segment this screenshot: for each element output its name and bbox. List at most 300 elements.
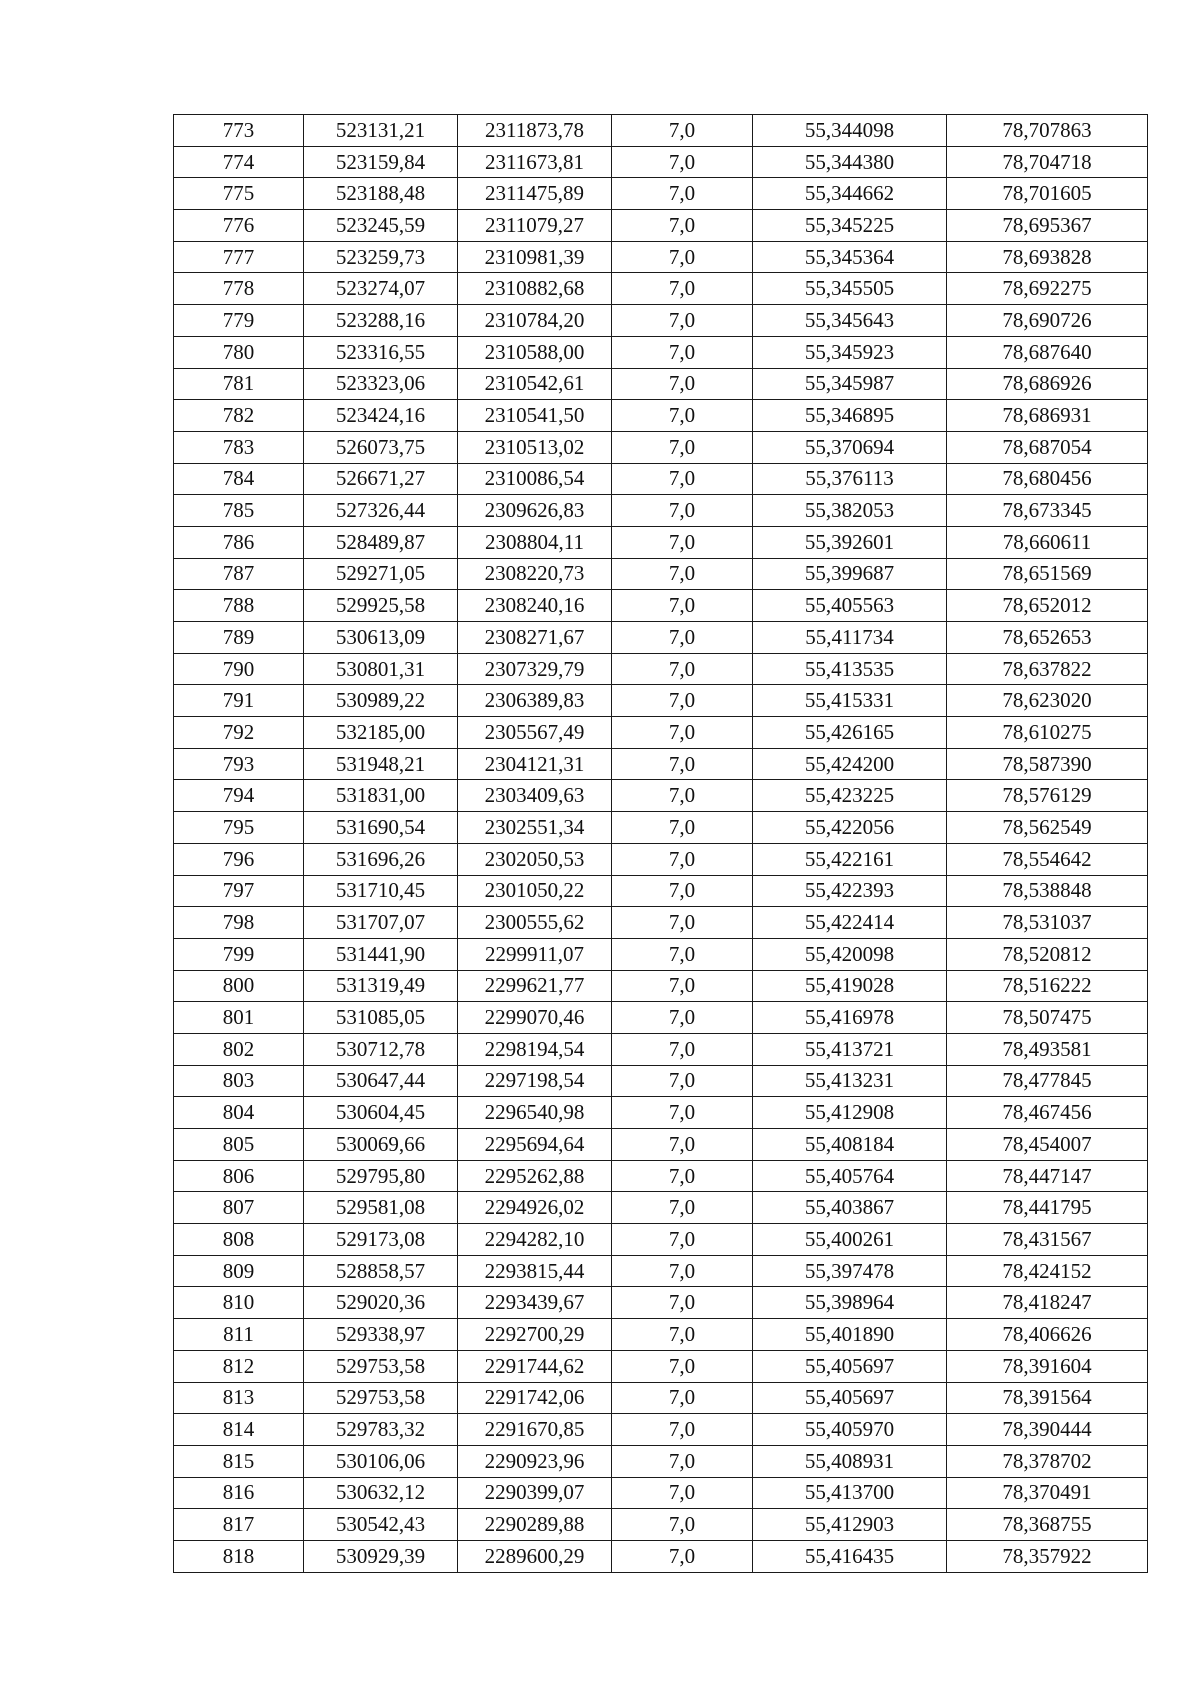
cell-y-coordinate: 2297198,54 [458, 1065, 612, 1097]
table-row [174, 1192, 1148, 1224]
cell-latitude: 55,345225 [753, 210, 947, 242]
cell-point-number: 805 [174, 1129, 304, 1161]
table-row [174, 590, 1148, 622]
cell-value: 7,0 [612, 812, 753, 844]
cell-y-coordinate: 2295262,88 [458, 1160, 612, 1192]
cell-longitude: 78,390444 [947, 1414, 1148, 1446]
cell-x-coordinate: 528489,87 [304, 526, 458, 558]
cell-point-number: 807 [174, 1192, 304, 1224]
cell-latitude: 55,426165 [753, 717, 947, 749]
cell-latitude: 55,405697 [753, 1382, 947, 1414]
cell-y-coordinate: 2291670,85 [458, 1414, 612, 1446]
cell-latitude: 55,344662 [753, 178, 947, 210]
cell-latitude: 55,405764 [753, 1160, 947, 1192]
cell-latitude: 55,345643 [753, 305, 947, 337]
table-row [174, 241, 1148, 273]
cell-x-coordinate: 523188,48 [304, 178, 458, 210]
cell-x-coordinate: 530989,22 [304, 685, 458, 717]
cell-point-number: 784 [174, 463, 304, 495]
cell-value: 7,0 [612, 241, 753, 273]
cell-point-number: 799 [174, 938, 304, 970]
cell-x-coordinate: 529020,36 [304, 1287, 458, 1319]
cell-x-coordinate: 523316,55 [304, 336, 458, 368]
cell-y-coordinate: 2299621,77 [458, 970, 612, 1002]
table-row [174, 843, 1148, 875]
table-row [174, 115, 1148, 147]
cell-longitude: 78,692275 [947, 273, 1148, 305]
cell-x-coordinate: 529795,80 [304, 1160, 458, 1192]
cell-x-coordinate: 523159,84 [304, 146, 458, 178]
cell-latitude: 55,345505 [753, 273, 947, 305]
cell-value: 7,0 [612, 431, 753, 463]
cell-x-coordinate: 530069,66 [304, 1129, 458, 1161]
cell-y-coordinate: 2299070,46 [458, 1002, 612, 1034]
cell-y-coordinate: 2303409,63 [458, 780, 612, 812]
cell-y-coordinate: 2301050,22 [458, 875, 612, 907]
cell-x-coordinate: 529753,58 [304, 1350, 458, 1382]
cell-y-coordinate: 2295694,64 [458, 1129, 612, 1161]
cell-point-number: 788 [174, 590, 304, 622]
cell-longitude: 78,431567 [947, 1224, 1148, 1256]
table-row [174, 907, 1148, 939]
cell-value: 7,0 [612, 273, 753, 305]
cell-x-coordinate: 523131,21 [304, 115, 458, 147]
cell-point-number: 803 [174, 1065, 304, 1097]
cell-point-number: 792 [174, 717, 304, 749]
cell-y-coordinate: 2310981,39 [458, 241, 612, 273]
table-row [174, 1097, 1148, 1129]
cell-longitude: 78,652012 [947, 590, 1148, 622]
cell-x-coordinate: 530929,39 [304, 1540, 458, 1572]
cell-y-coordinate: 2302551,34 [458, 812, 612, 844]
cell-latitude: 55,422393 [753, 875, 947, 907]
cell-value: 7,0 [612, 748, 753, 780]
cell-x-coordinate: 523323,06 [304, 368, 458, 400]
cell-latitude: 55,401890 [753, 1319, 947, 1351]
cell-value: 7,0 [612, 938, 753, 970]
cell-latitude: 55,346895 [753, 400, 947, 432]
cell-latitude: 55,411734 [753, 622, 947, 654]
cell-longitude: 78,693828 [947, 241, 1148, 273]
cell-x-coordinate: 531710,45 [304, 875, 458, 907]
cell-point-number: 813 [174, 1382, 304, 1414]
cell-value: 7,0 [612, 1160, 753, 1192]
cell-x-coordinate: 530712,78 [304, 1033, 458, 1065]
cell-latitude: 55,397478 [753, 1255, 947, 1287]
cell-point-number: 818 [174, 1540, 304, 1572]
cell-y-coordinate: 2311475,89 [458, 178, 612, 210]
cell-x-coordinate: 531696,26 [304, 843, 458, 875]
cell-x-coordinate: 527326,44 [304, 495, 458, 527]
table-row [174, 812, 1148, 844]
cell-point-number: 791 [174, 685, 304, 717]
cell-longitude: 78,701605 [947, 178, 1148, 210]
cell-latitude: 55,413721 [753, 1033, 947, 1065]
cell-x-coordinate: 529173,08 [304, 1224, 458, 1256]
cell-point-number: 776 [174, 210, 304, 242]
cell-x-coordinate: 523245,59 [304, 210, 458, 242]
cell-value: 7,0 [612, 178, 753, 210]
cell-x-coordinate: 528858,57 [304, 1255, 458, 1287]
cell-y-coordinate: 2311079,27 [458, 210, 612, 242]
cell-y-coordinate: 2311873,78 [458, 115, 612, 147]
cell-value: 7,0 [612, 305, 753, 337]
cell-x-coordinate: 532185,00 [304, 717, 458, 749]
cell-point-number: 806 [174, 1160, 304, 1192]
cell-longitude: 78,686931 [947, 400, 1148, 432]
table-row [174, 495, 1148, 527]
cell-latitude: 55,405563 [753, 590, 947, 622]
cell-y-coordinate: 2308271,67 [458, 622, 612, 654]
cell-latitude: 55,419028 [753, 970, 947, 1002]
cell-longitude: 78,623020 [947, 685, 1148, 717]
cell-x-coordinate: 526073,75 [304, 431, 458, 463]
cell-value: 7,0 [612, 336, 753, 368]
cell-value: 7,0 [612, 1540, 753, 1572]
cell-point-number: 817 [174, 1509, 304, 1541]
cell-longitude: 78,704718 [947, 146, 1148, 178]
cell-x-coordinate: 523288,16 [304, 305, 458, 337]
cell-point-number: 798 [174, 907, 304, 939]
cell-value: 7,0 [612, 1192, 753, 1224]
cell-longitude: 78,562549 [947, 812, 1148, 844]
cell-value: 7,0 [612, 907, 753, 939]
table-row [174, 1033, 1148, 1065]
cell-point-number: 786 [174, 526, 304, 558]
cell-point-number: 796 [174, 843, 304, 875]
cell-longitude: 78,695367 [947, 210, 1148, 242]
cell-value: 7,0 [612, 622, 753, 654]
cell-longitude: 78,687054 [947, 431, 1148, 463]
cell-y-coordinate: 2308240,16 [458, 590, 612, 622]
table-row [174, 336, 1148, 368]
cell-y-coordinate: 2308804,11 [458, 526, 612, 558]
cell-latitude: 55,344380 [753, 146, 947, 178]
cell-longitude: 78,357922 [947, 1540, 1148, 1572]
cell-longitude: 78,610275 [947, 717, 1148, 749]
cell-y-coordinate: 2311673,81 [458, 146, 612, 178]
cell-y-coordinate: 2290289,88 [458, 1509, 612, 1541]
cell-latitude: 55,345923 [753, 336, 947, 368]
cell-latitude: 55,405970 [753, 1414, 947, 1446]
cell-latitude: 55,416435 [753, 1540, 947, 1572]
cell-latitude: 55,412903 [753, 1509, 947, 1541]
cell-point-number: 815 [174, 1445, 304, 1477]
cell-y-coordinate: 2310882,68 [458, 273, 612, 305]
cell-point-number: 787 [174, 558, 304, 590]
cell-longitude: 78,368755 [947, 1509, 1148, 1541]
cell-y-coordinate: 2289600,29 [458, 1540, 612, 1572]
cell-value: 7,0 [612, 1129, 753, 1161]
cell-longitude: 78,651569 [947, 558, 1148, 590]
cell-value: 7,0 [612, 1445, 753, 1477]
table-body [174, 115, 1148, 1573]
cell-x-coordinate: 526671,27 [304, 463, 458, 495]
cell-value: 7,0 [612, 1382, 753, 1414]
cell-y-coordinate: 2291742,06 [458, 1382, 612, 1414]
table-row [174, 780, 1148, 812]
cell-y-coordinate: 2294282,10 [458, 1224, 612, 1256]
table-row [174, 1224, 1148, 1256]
table-row [174, 1287, 1148, 1319]
cell-y-coordinate: 2310086,54 [458, 463, 612, 495]
table-row [174, 875, 1148, 907]
cell-x-coordinate: 530106,06 [304, 1445, 458, 1477]
table-row [174, 1002, 1148, 1034]
cell-longitude: 78,454007 [947, 1129, 1148, 1161]
cell-value: 7,0 [612, 1287, 753, 1319]
cell-longitude: 78,690726 [947, 305, 1148, 337]
cell-value: 7,0 [612, 1097, 753, 1129]
cell-longitude: 78,686926 [947, 368, 1148, 400]
cell-longitude: 78,467456 [947, 1097, 1148, 1129]
cell-y-coordinate: 2306389,83 [458, 685, 612, 717]
cell-point-number: 812 [174, 1350, 304, 1382]
cell-longitude: 78,707863 [947, 115, 1148, 147]
cell-value: 7,0 [612, 146, 753, 178]
cell-y-coordinate: 2305567,49 [458, 717, 612, 749]
cell-latitude: 55,399687 [753, 558, 947, 590]
cell-y-coordinate: 2291744,62 [458, 1350, 612, 1382]
cell-point-number: 816 [174, 1477, 304, 1509]
cell-y-coordinate: 2302050,53 [458, 843, 612, 875]
cell-value: 7,0 [612, 843, 753, 875]
table-row [174, 1129, 1148, 1161]
cell-latitude: 55,420098 [753, 938, 947, 970]
cell-value: 7,0 [612, 526, 753, 558]
cell-latitude: 55,400261 [753, 1224, 947, 1256]
cell-longitude: 78,424152 [947, 1255, 1148, 1287]
cell-value: 7,0 [612, 1255, 753, 1287]
cell-x-coordinate: 523259,73 [304, 241, 458, 273]
cell-latitude: 55,392601 [753, 526, 947, 558]
cell-latitude: 55,423225 [753, 780, 947, 812]
cell-longitude: 78,378702 [947, 1445, 1148, 1477]
cell-latitude: 55,416978 [753, 1002, 947, 1034]
cell-value: 7,0 [612, 1065, 753, 1097]
cell-longitude: 78,391564 [947, 1382, 1148, 1414]
table-row [174, 558, 1148, 590]
cell-value: 7,0 [612, 210, 753, 242]
cell-x-coordinate: 531707,07 [304, 907, 458, 939]
cell-y-coordinate: 2310588,00 [458, 336, 612, 368]
cell-latitude: 55,408931 [753, 1445, 947, 1477]
table-row [174, 653, 1148, 685]
cell-point-number: 789 [174, 622, 304, 654]
table-row [174, 400, 1148, 432]
cell-latitude: 55,398964 [753, 1287, 947, 1319]
cell-longitude: 78,680456 [947, 463, 1148, 495]
cell-y-coordinate: 2300555,62 [458, 907, 612, 939]
cell-point-number: 804 [174, 1097, 304, 1129]
cell-y-coordinate: 2294926,02 [458, 1192, 612, 1224]
cell-point-number: 809 [174, 1255, 304, 1287]
cell-latitude: 55,413231 [753, 1065, 947, 1097]
table-row [174, 1065, 1148, 1097]
cell-x-coordinate: 531831,00 [304, 780, 458, 812]
cell-x-coordinate: 529783,32 [304, 1414, 458, 1446]
table-row [174, 1540, 1148, 1572]
cell-y-coordinate: 2293439,67 [458, 1287, 612, 1319]
cell-value: 7,0 [612, 368, 753, 400]
cell-longitude: 78,637822 [947, 653, 1148, 685]
cell-latitude: 55,422056 [753, 812, 947, 844]
cell-longitude: 78,406626 [947, 1319, 1148, 1351]
cell-y-coordinate: 2299911,07 [458, 938, 612, 970]
cell-y-coordinate: 2310513,02 [458, 431, 612, 463]
cell-point-number: 773 [174, 115, 304, 147]
table-row [174, 368, 1148, 400]
table-row [174, 178, 1148, 210]
cell-latitude: 55,370694 [753, 431, 947, 463]
cell-value: 7,0 [612, 875, 753, 907]
cell-latitude: 55,424200 [753, 748, 947, 780]
cell-longitude: 78,441795 [947, 1192, 1148, 1224]
cell-latitude: 55,422414 [753, 907, 947, 939]
cell-x-coordinate: 523274,07 [304, 273, 458, 305]
table-row [174, 1477, 1148, 1509]
cell-x-coordinate: 530632,12 [304, 1477, 458, 1509]
cell-point-number: 780 [174, 336, 304, 368]
cell-longitude: 78,554642 [947, 843, 1148, 875]
cell-longitude: 78,418247 [947, 1287, 1148, 1319]
table-row [174, 1350, 1148, 1382]
cell-y-coordinate: 2296540,98 [458, 1097, 612, 1129]
cell-value: 7,0 [612, 685, 753, 717]
cell-latitude: 55,408184 [753, 1129, 947, 1161]
cell-point-number: 774 [174, 146, 304, 178]
cell-longitude: 78,370491 [947, 1477, 1148, 1509]
cell-longitude: 78,447147 [947, 1160, 1148, 1192]
cell-y-coordinate: 2298194,54 [458, 1033, 612, 1065]
cell-x-coordinate: 530647,44 [304, 1065, 458, 1097]
table-row [174, 1382, 1148, 1414]
cell-x-coordinate: 529338,97 [304, 1319, 458, 1351]
cell-point-number: 777 [174, 241, 304, 273]
cell-value: 7,0 [612, 717, 753, 749]
cell-longitude: 78,531037 [947, 907, 1148, 939]
cell-longitude: 78,652653 [947, 622, 1148, 654]
cell-y-coordinate: 2293815,44 [458, 1255, 612, 1287]
cell-y-coordinate: 2290923,96 [458, 1445, 612, 1477]
table-row [174, 717, 1148, 749]
cell-value: 7,0 [612, 970, 753, 1002]
cell-latitude: 55,382053 [753, 495, 947, 527]
cell-point-number: 785 [174, 495, 304, 527]
cell-x-coordinate: 531319,49 [304, 970, 458, 1002]
cell-value: 7,0 [612, 1033, 753, 1065]
cell-y-coordinate: 2310541,50 [458, 400, 612, 432]
cell-value: 7,0 [612, 653, 753, 685]
cell-y-coordinate: 2307329,79 [458, 653, 612, 685]
cell-value: 7,0 [612, 780, 753, 812]
cell-x-coordinate: 531085,05 [304, 1002, 458, 1034]
table-row [174, 273, 1148, 305]
cell-x-coordinate: 529271,05 [304, 558, 458, 590]
cell-y-coordinate: 2304121,31 [458, 748, 612, 780]
cell-point-number: 800 [174, 970, 304, 1002]
cell-latitude: 55,405697 [753, 1350, 947, 1382]
cell-longitude: 78,660611 [947, 526, 1148, 558]
table-row [174, 1160, 1148, 1192]
cell-x-coordinate: 530604,45 [304, 1097, 458, 1129]
table-row [174, 938, 1148, 970]
cell-point-number: 802 [174, 1033, 304, 1065]
cell-point-number: 775 [174, 178, 304, 210]
cell-x-coordinate: 529581,08 [304, 1192, 458, 1224]
cell-longitude: 78,538848 [947, 875, 1148, 907]
table-row [174, 463, 1148, 495]
cell-latitude: 55,412908 [753, 1097, 947, 1129]
table-row [174, 146, 1148, 178]
cell-value: 7,0 [612, 463, 753, 495]
cell-value: 7,0 [612, 1414, 753, 1446]
table-row [174, 431, 1148, 463]
cell-value: 7,0 [612, 115, 753, 147]
cell-point-number: 779 [174, 305, 304, 337]
cell-point-number: 793 [174, 748, 304, 780]
cell-x-coordinate: 531948,21 [304, 748, 458, 780]
table-row [174, 210, 1148, 242]
cell-longitude: 78,587390 [947, 748, 1148, 780]
table-row [174, 1509, 1148, 1541]
cell-y-coordinate: 2310542,61 [458, 368, 612, 400]
cell-point-number: 790 [174, 653, 304, 685]
cell-latitude: 55,345987 [753, 368, 947, 400]
cell-x-coordinate: 531441,90 [304, 938, 458, 970]
coordinates-table [173, 114, 1148, 1573]
cell-point-number: 808 [174, 1224, 304, 1256]
cell-y-coordinate: 2310784,20 [458, 305, 612, 337]
table-row [174, 685, 1148, 717]
cell-point-number: 797 [174, 875, 304, 907]
cell-longitude: 78,673345 [947, 495, 1148, 527]
cell-point-number: 801 [174, 1002, 304, 1034]
cell-latitude: 55,376113 [753, 463, 947, 495]
cell-point-number: 810 [174, 1287, 304, 1319]
cell-longitude: 78,477845 [947, 1065, 1148, 1097]
table-row [174, 970, 1148, 1002]
cell-value: 7,0 [612, 1350, 753, 1382]
cell-value: 7,0 [612, 1509, 753, 1541]
table-row [174, 1414, 1148, 1446]
table-row [174, 1445, 1148, 1477]
cell-y-coordinate: 2309626,83 [458, 495, 612, 527]
cell-point-number: 795 [174, 812, 304, 844]
cell-point-number: 811 [174, 1319, 304, 1351]
table-row [174, 305, 1148, 337]
cell-value: 7,0 [612, 1002, 753, 1034]
table-row [174, 622, 1148, 654]
cell-x-coordinate: 529925,58 [304, 590, 458, 622]
cell-y-coordinate: 2292700,29 [458, 1319, 612, 1351]
cell-point-number: 781 [174, 368, 304, 400]
cell-x-coordinate: 530801,31 [304, 653, 458, 685]
cell-point-number: 782 [174, 400, 304, 432]
cell-longitude: 78,520812 [947, 938, 1148, 970]
cell-longitude: 78,493581 [947, 1033, 1148, 1065]
cell-longitude: 78,516222 [947, 970, 1148, 1002]
cell-latitude: 55,413535 [753, 653, 947, 685]
cell-longitude: 78,391604 [947, 1350, 1148, 1382]
cell-point-number: 814 [174, 1414, 304, 1446]
cell-latitude: 55,413700 [753, 1477, 947, 1509]
cell-value: 7,0 [612, 590, 753, 622]
cell-point-number: 783 [174, 431, 304, 463]
table-row [174, 1319, 1148, 1351]
cell-x-coordinate: 530613,09 [304, 622, 458, 654]
cell-y-coordinate: 2290399,07 [458, 1477, 612, 1509]
